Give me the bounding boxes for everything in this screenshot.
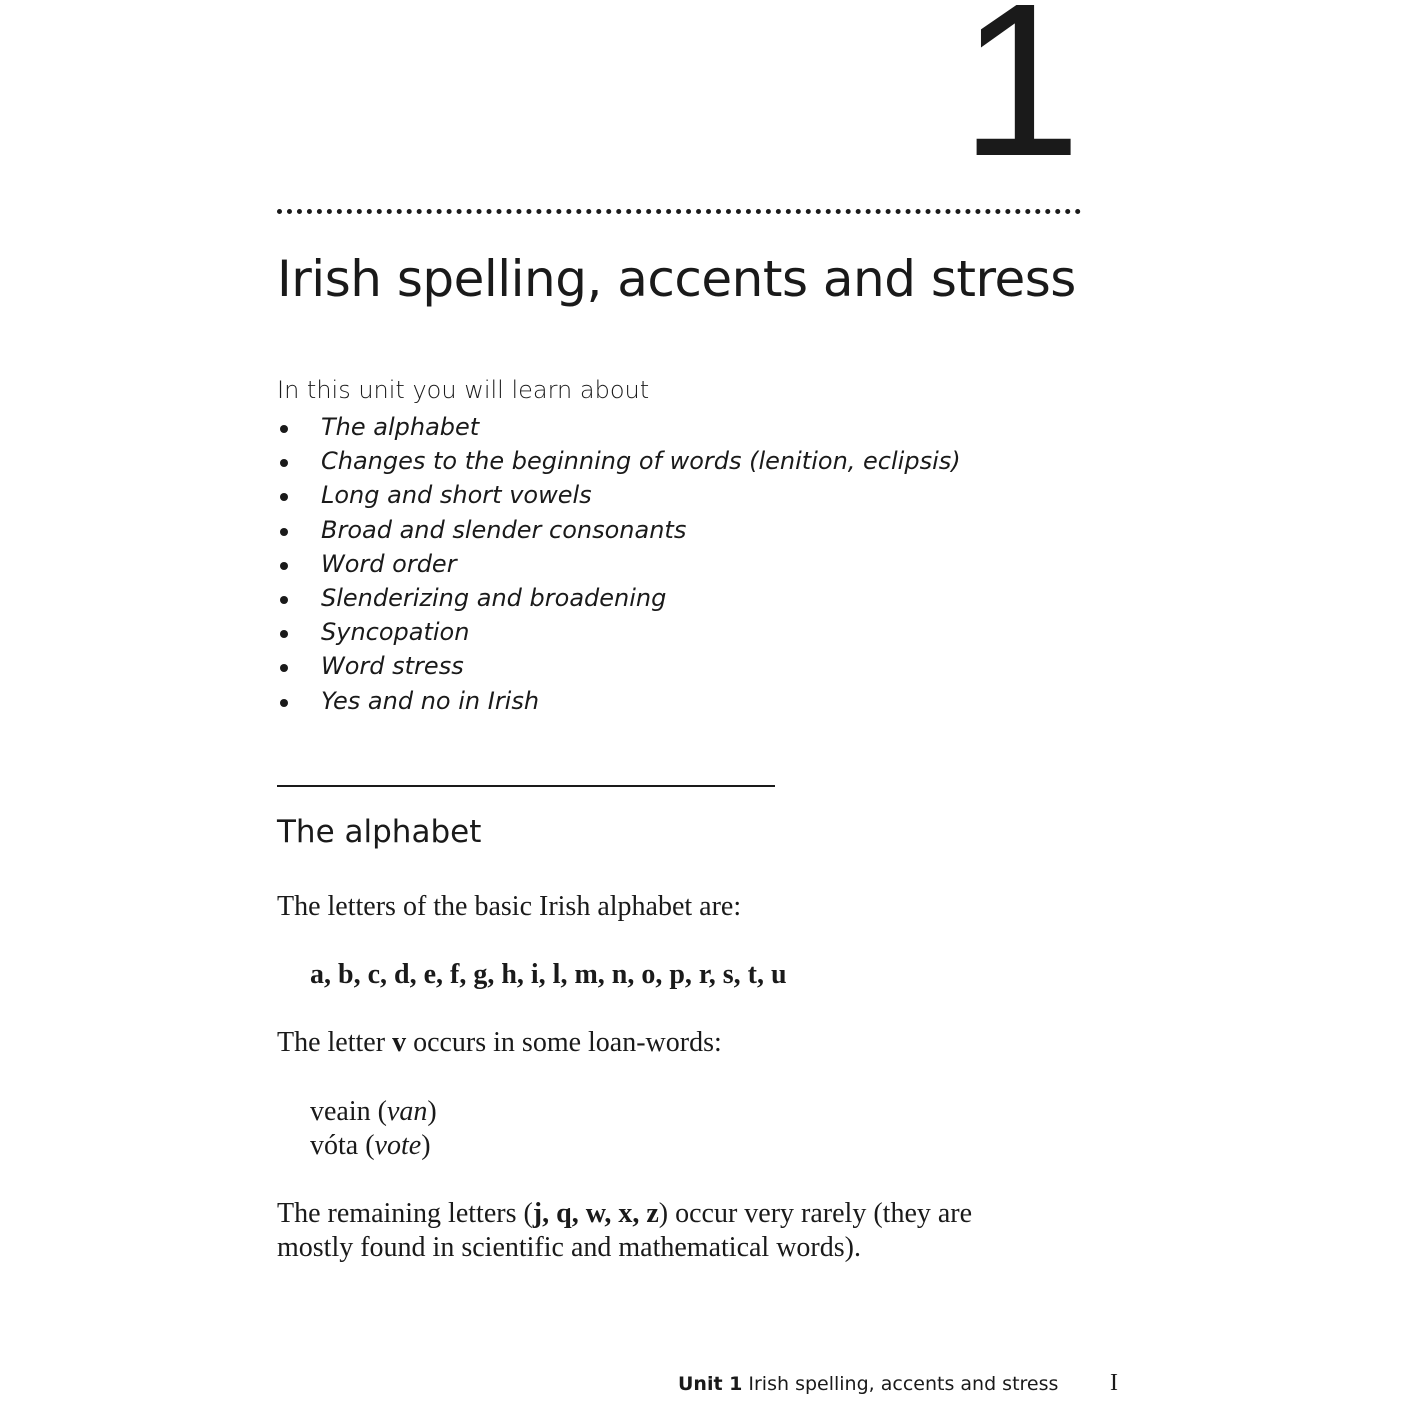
bullet-icon (280, 528, 288, 536)
chapter-title: Irish spelling, accents and stress (277, 250, 1076, 308)
bullet-icon (280, 459, 288, 467)
section-divider (277, 785, 775, 787)
chapter-number: 1 (960, 0, 1082, 202)
list-item: The alphabet (277, 410, 961, 444)
paragraph-remaining-line-2: mostly found in scientific and mathematical words). (277, 1232, 861, 1263)
list-item: Word order (277, 547, 961, 581)
list-item: Slenderizing and broadening (277, 581, 961, 615)
list-item: Yes and no in Irish (277, 684, 961, 718)
letter-v: v (392, 1027, 407, 1058)
example-english: vote (374, 1130, 422, 1161)
intro-text: In this unit you will learn about (277, 376, 650, 404)
example-item: veain (van) (310, 1096, 437, 1127)
bullet-icon (280, 493, 288, 501)
list-item: Long and short vowels (277, 478, 961, 512)
example-irish: veain (310, 1096, 371, 1127)
alphabet-letters: a, b, c, d, e, f, g, h, i, l, m, n, o, p, r, s, t, u (310, 959, 787, 990)
list-item: Changes to the beginning of words (lenition, eclipsis) (277, 444, 961, 478)
bullet-icon (280, 664, 288, 672)
section-heading: The alphabet (277, 814, 482, 850)
topics-list (277, 410, 961, 718)
example-irish: vóta (310, 1130, 359, 1161)
bullet-icon (280, 699, 288, 707)
example-english: van (386, 1096, 428, 1127)
remaining-letters: j, q, w, x, z (532, 1198, 659, 1229)
bullet-icon (280, 425, 288, 433)
list-item: Word stress (277, 649, 961, 683)
example-item: vóta (vote) (310, 1130, 431, 1161)
bullet-icon (280, 630, 288, 638)
running-footer (678, 1373, 1058, 1395)
footer-unit-label: Unit 1 (678, 1373, 743, 1395)
page-number: I (1110, 1370, 1118, 1396)
paragraph-remaining-line-1: The remaining letters (j, q, w, x, z) occur very rarely (they are (277, 1198, 973, 1229)
bullet-icon (280, 562, 288, 570)
bullet-icon (280, 596, 288, 604)
list-item: Broad and slender consonants (277, 513, 961, 547)
paragraph-letters: The letters of the basic Irish alphabet are: (277, 891, 742, 922)
footer-unit-title: Irish spelling, accents and stress (748, 1373, 1059, 1395)
paragraph-letter-v: The letter v occurs in some loan-words: (277, 1027, 722, 1058)
list-item: Syncopation (277, 615, 961, 649)
dotted-divider (277, 209, 1081, 214)
